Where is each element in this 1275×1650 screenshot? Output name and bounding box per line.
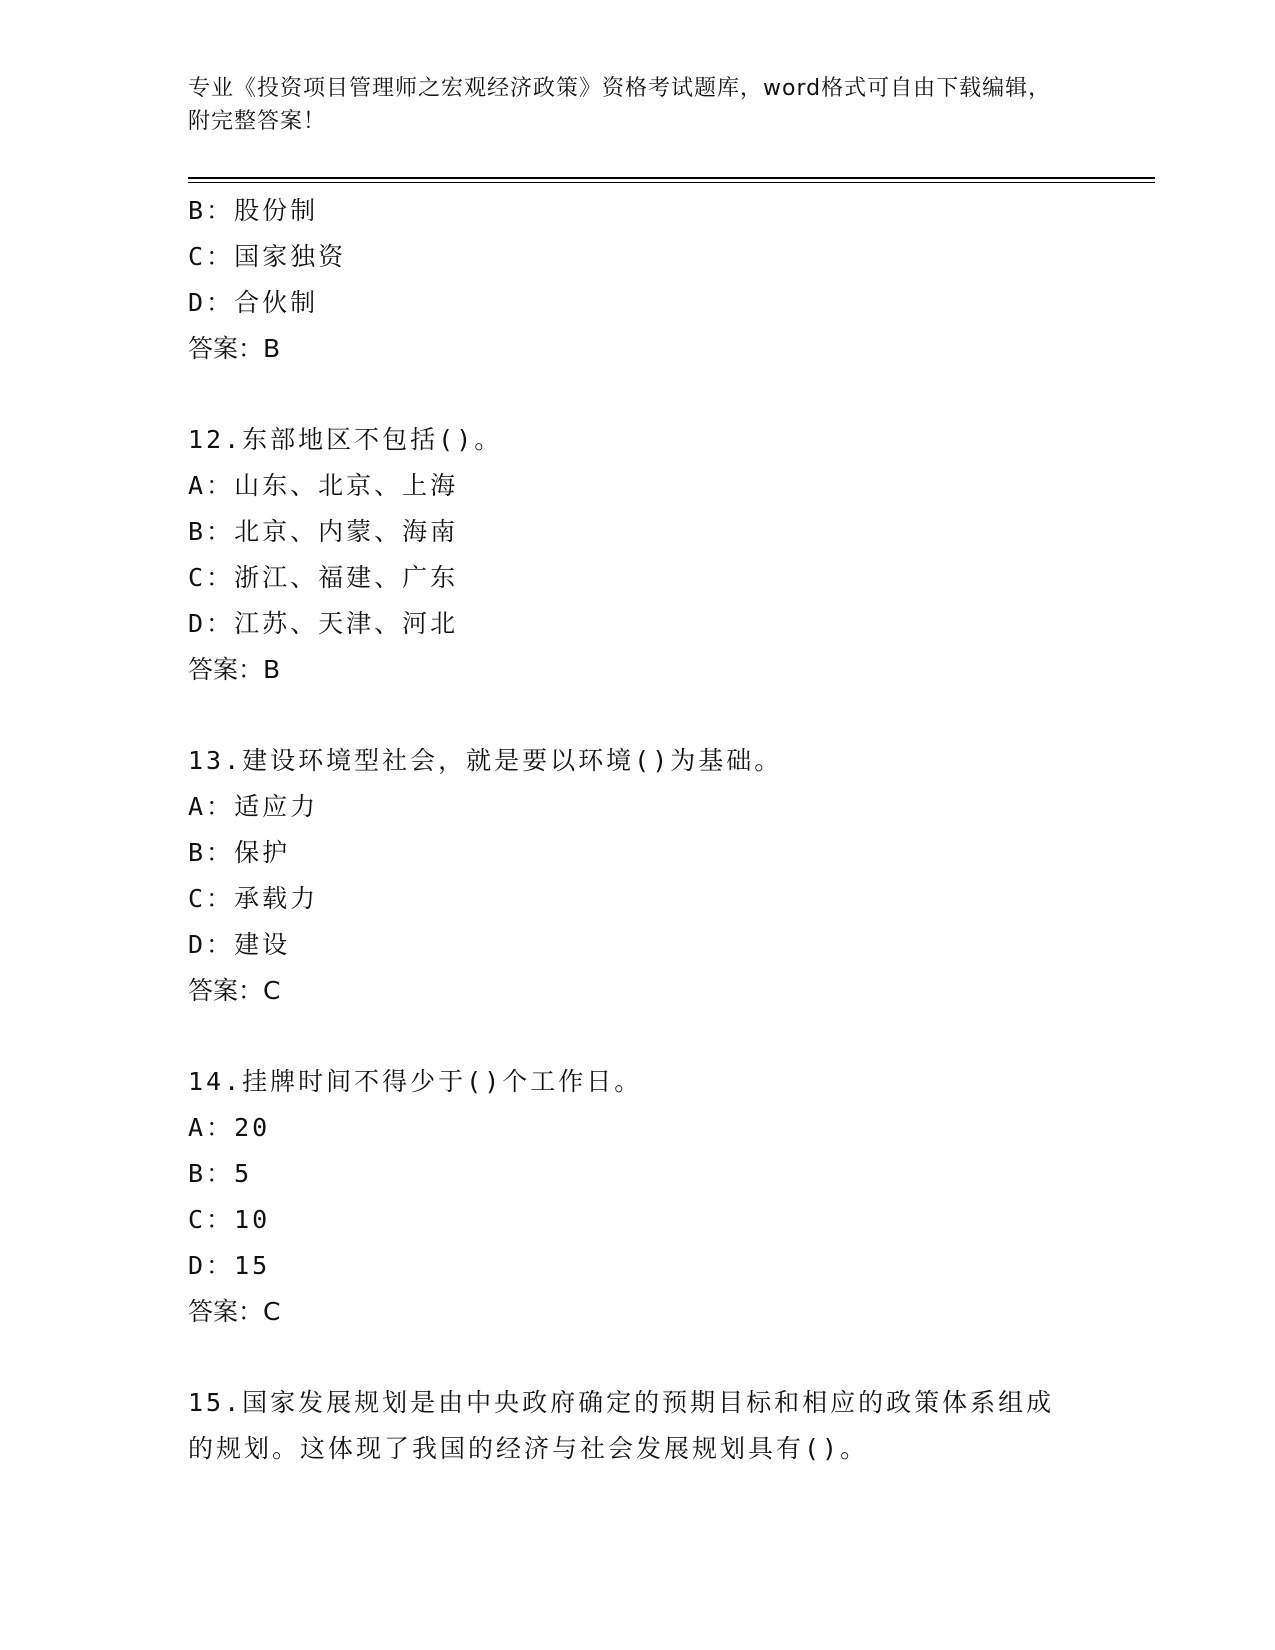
- option-c: C：10: [188, 1205, 271, 1234]
- question-stem: 13.建设环境型社会，就是要以环境()为基础。: [188, 746, 783, 775]
- header-rule-thick: [188, 177, 1155, 179]
- answer-line: 答案：B: [188, 334, 281, 363]
- answer-line: 答案：C: [188, 1297, 281, 1326]
- option-a: A：20: [188, 1113, 271, 1142]
- option-a: A：山东、北京、上海: [188, 471, 459, 500]
- answer-line: 答案：B: [188, 655, 281, 684]
- document-header: 专业《投资项目管理师之宏观经济政策》资格考试题库，word格式可自由下载编辑，附完整答案！: [188, 76, 1052, 134]
- option-b: B：保护: [188, 838, 291, 867]
- option-d: D：15: [188, 1251, 271, 1280]
- question-list: [188, 188, 1088, 1472]
- option-b: B：北京、内蒙、海南: [188, 517, 459, 546]
- option-c: C：浙江、福建、广东: [188, 563, 459, 592]
- option-b: B：5: [188, 1159, 253, 1188]
- header-rule-thin: [188, 182, 1155, 183]
- question-stem: 14.挂牌时间不得少于()个工作日。: [188, 1067, 643, 1096]
- option-d: D：江苏、天津、河北: [188, 609, 459, 638]
- answer-line: 答案：C: [188, 976, 281, 1005]
- option-c: C：承载力: [188, 884, 319, 913]
- option-d: D：建设: [188, 930, 291, 959]
- question-stem: 12.东部地区不包括()。: [188, 425, 503, 454]
- option-d: D：合伙制: [188, 288, 319, 317]
- question-stem: 15.国家发展规划是由中央政府确定的预期目标和相应的政策体系组成的规划。这体现了我国的经济与社会发展规划具有()。: [188, 1388, 1055, 1463]
- option-b: B：股份制: [188, 196, 319, 225]
- option-c: C：国家独资: [188, 242, 347, 271]
- option-a: A：适应力: [188, 792, 319, 821]
